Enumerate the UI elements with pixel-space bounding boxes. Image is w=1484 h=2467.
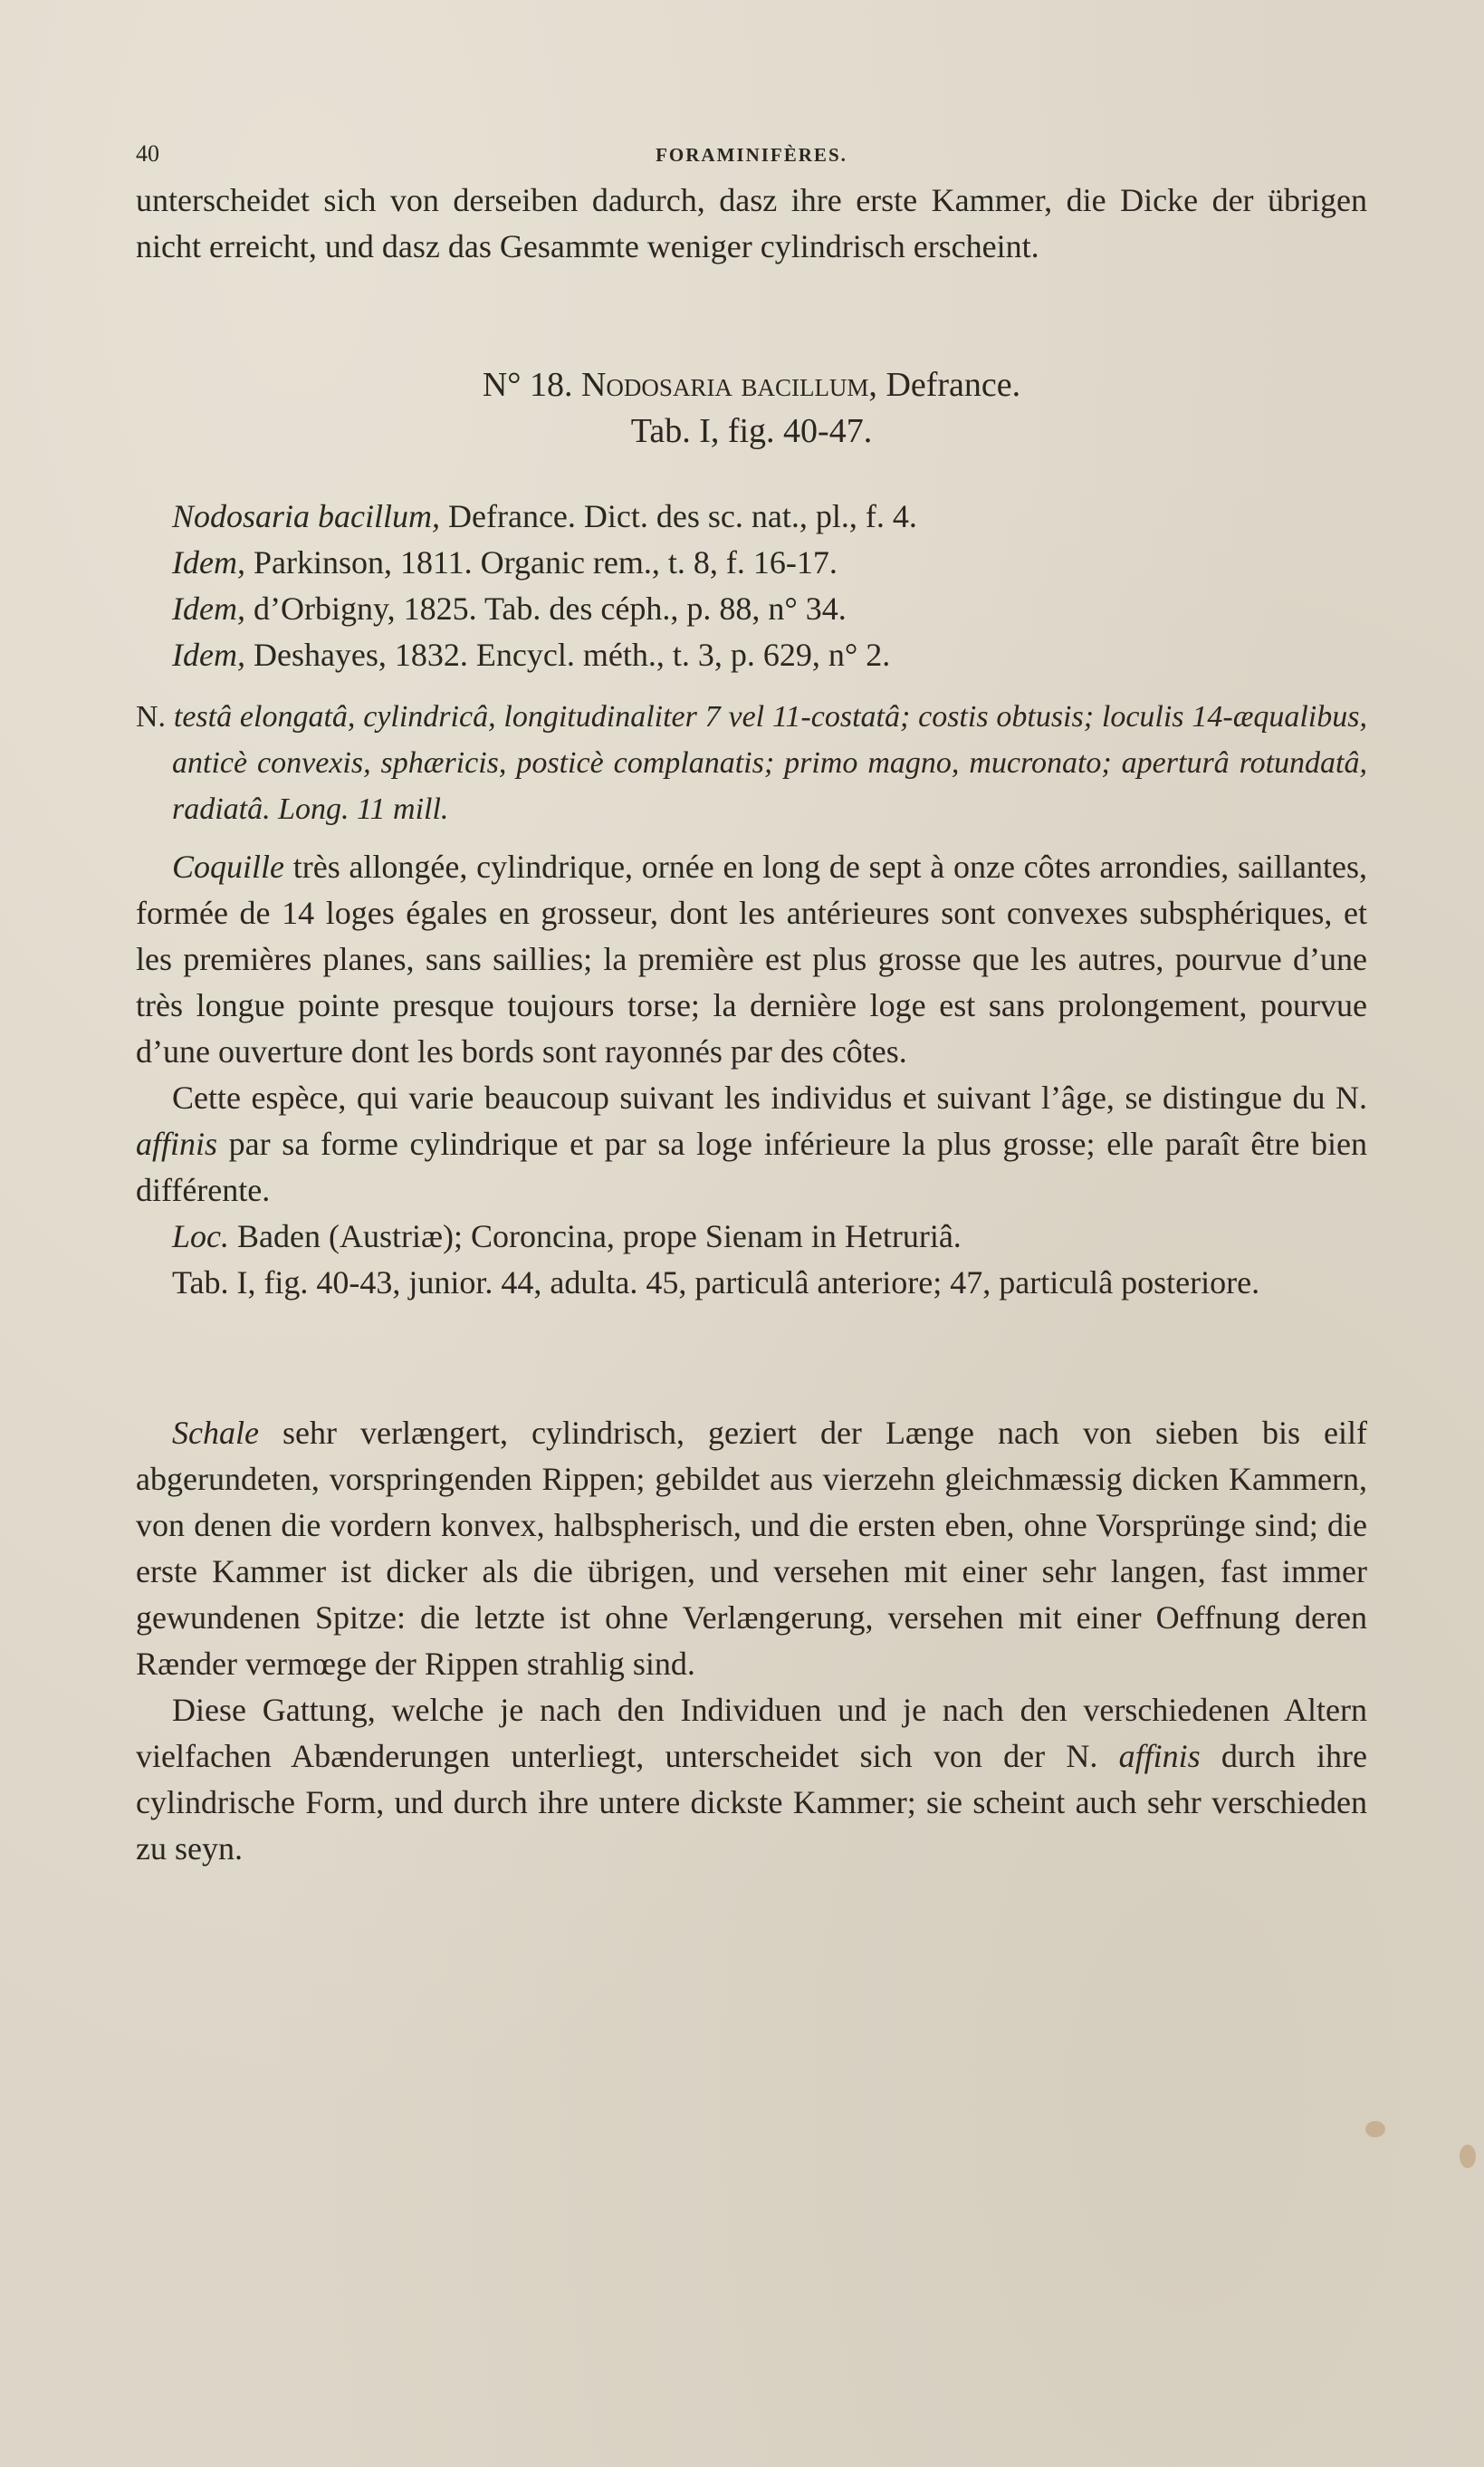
species-heading [136,362,1367,455]
figure-explanation: Tab. I, fig. 40-43, junior. 44, adulta. 45, particulâ anteriore; 47, particulâ posteriore. [172,1264,1260,1301]
locality-line [136,1214,1367,1260]
latin-diagnosis [136,694,1367,832]
diagnosis-text [136,694,1367,832]
synonym-name: Idem, [172,637,245,673]
plate-reference: Tab. I, fig. 40-47. [630,412,873,450]
diagnosis-prefix: N. [136,700,167,734]
synonymy-list [172,494,1349,678]
synonymy-entry [172,586,1349,632]
continuation-text: unterscheidet sich von derseiben dadurch, dasz ihre erste Kammer, die Dicke der übrigen nicht erreicht, und dasz das Gesammte weniger cylindrisch erscheint. [136,182,1367,264]
species-epithet: bacillum, [741,366,877,404]
page-number: 40 [136,140,159,167]
synonym-reference: Deshayes, 1832. Encycl. méth., t. 3, p. 629, n° 2. [253,637,891,673]
continuation-paragraph [136,178,1367,270]
synonym-name: Nodosaria bacillum, [172,498,441,534]
french-p1-text: très allongée, cylindrique, ornée en long de sept à onze côtes arrondies, saillantes, formée de 14 loges égales en grosseur, dont les antérieures sont convexes subsphériques, et les premières planes, sans saillies; la première est plus grosse que les autres, pourvue d’une très longue pointe presque toujours torse; la dernière loge est sans prolongement, pourvue d’une ouverture dont les bords sont rayonnés par des côtes. [136,849,1367,1070]
french-p2-b: par sa forme cylindrique et par sa loge inférieure la plus grosse; elle paraît être bien différente. [136,1126,1367,1208]
german-p1-text: sehr verlængert, cylindrisch, geziert der Længe nach von sieben bis eilf abgerundeten, vorspringenden Rippen; gebildet aus vierzehn gleichmæssig dicken Kammern, von denen die vordern konvex, halbspherisch, und die ersten eben, ohne Vorsprünge sind; die erste Kammer ist dicker als die übrigen, und versehen mit einer sehr langen, fast immer gewundenen Spitze: die letzte ist ohne Verlængerung, versehen mit einer Oeffnung deren Rænder vermœge der Rippen strahlig sind. [136,1415,1367,1682]
foxing-stain [1365,2121,1385,2137]
french-p2-a: Cette espèce, qui varie beaucoup suivant les individus et suivant l’âge, se distingue du N. [172,1080,1367,1116]
running-title: FORAMINIFÈRES. [656,144,847,166]
german-description [136,1410,1367,1872]
species-name-line [136,362,1367,408]
synonym-reference: d’Orbigny, 1825. Tab. des céph., p. 88, n° 34. [253,590,847,627]
german-paragraph-1 [136,1410,1367,1687]
page-header [136,140,1367,177]
synonym-name: Idem, [172,590,245,627]
german-paragraph-2 [136,1687,1367,1872]
french-description [136,844,1367,1306]
foxing-stain [1460,2145,1476,2168]
locality-label: Loc. [172,1218,229,1254]
synonym-reference: Parkinson, 1811. Organic rem., t. 8, f. 16-17. [253,544,838,581]
synonymy-entry [172,494,1349,540]
diagnosis-body: testâ elongatâ, cylindricâ, longitudinaliter 7 vel 11-costatâ; costis obtusis; loculis 14-æqualibus, anticè convexis, sphæricis, posticè complanatis; primo magno, mucronato; aperturâ rotundatâ, radiatâ. Long. 11 mill. [172,700,1367,826]
german-p2-italic: affinis [1118,1738,1201,1774]
french-paragraph-2 [136,1075,1367,1214]
synonym-name: Idem, [172,544,245,581]
german-p2-a: Diese Gattung, welche je nach den Individuen und je nach den verschiedenen Altern vielfachen Abænderungen unterliegt, unterscheidet sich von der N. [136,1692,1367,1774]
synonymy-entry [172,540,1349,586]
genus-name: Nodosaria [580,366,732,404]
synonymy-entry [172,632,1349,678]
german-p2-b: durch ihre cylindrische Form, und durch ihre untere dickste Kammer; sie scheint auch sehr verschieden zu seyn. [136,1738,1368,1867]
german-lead-word: Schale [172,1415,259,1451]
locality-text: Baden (Austriæ); Coroncina, prope Sienam in Hetruriâ. [229,1218,962,1254]
synonym-reference: Defrance. Dict. des sc. nat., pl., f. 4. [448,498,917,534]
french-paragraph-1 [136,844,1367,1075]
species-number: N° 18. [482,366,573,404]
french-p2-italic: affinis [136,1126,218,1162]
species-author: Defrance. [886,366,1021,404]
french-lead-word: Coquille [172,849,284,885]
